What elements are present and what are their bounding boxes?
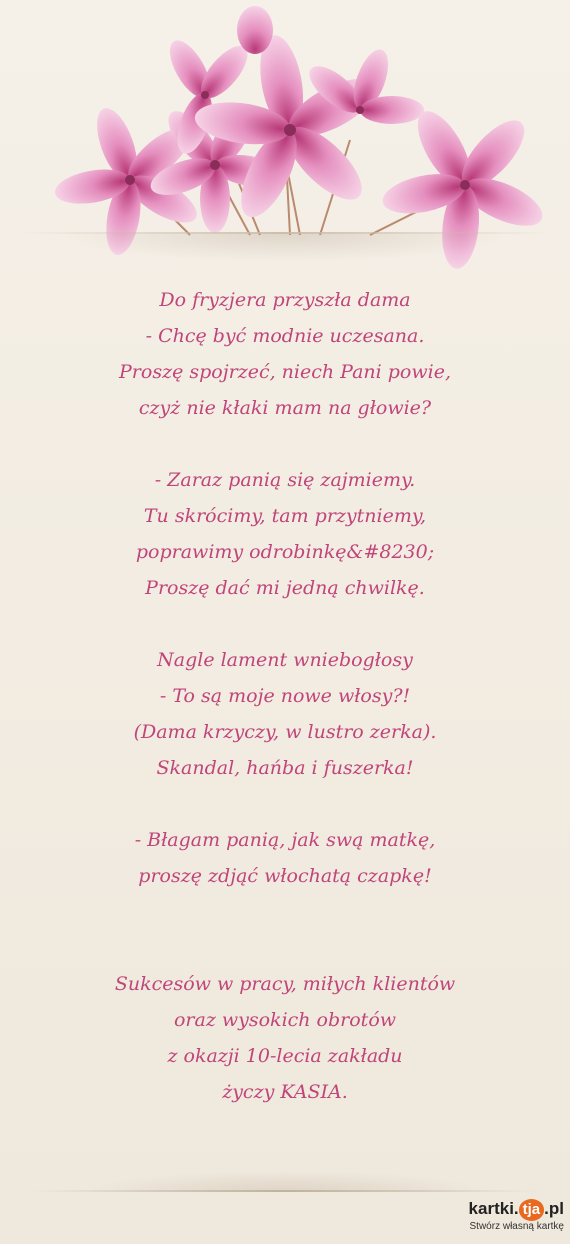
poem-line: poprawimy odrobinkę&#8230; [135, 541, 435, 563]
poem-line: proszę zdjąć włochatą czapkę! [138, 865, 432, 887]
wishes-line: z okazji 10-lecia zakładu [167, 1045, 403, 1067]
poem-line: - Chcę być modnie uczesana. [145, 325, 425, 347]
wishes-line: oraz wysokich obrotów [173, 1009, 397, 1031]
site-logo [454, 1198, 564, 1221]
wishes-line: życzy KASIA. [222, 1081, 348, 1103]
stanza-gap [0, 426, 570, 462]
stanza-gap [0, 894, 570, 966]
poem-line: Skandal, hańba i fuszerka! [156, 757, 414, 779]
logo-name-prefix: kartki. [468, 1199, 519, 1218]
logo-badge: tja [519, 1199, 545, 1221]
poem-line: Do fryzjera przyszła dama [159, 289, 411, 311]
poem-text [0, 282, 570, 1110]
logo-tagline: Stwórz własną kartkę [469, 1221, 564, 1232]
stanza-gap [0, 606, 570, 642]
poem-line: - Zaraz panią się zajmiemy. [154, 469, 416, 491]
stanza-gap [0, 786, 570, 822]
poem-line: - Błagam panią, jak swą matkę, [134, 829, 436, 851]
top-divider-shadow [60, 234, 510, 262]
poem-line: Tu skrócimy, tam przytniemy, [143, 505, 427, 527]
flowers-illustration [0, 0, 570, 270]
bottom-divider [30, 1190, 540, 1192]
flower-bud [237, 6, 273, 54]
logo-name-suffix: .pl [544, 1199, 564, 1218]
poem-line: (Dama krzyczy, w lustro zerka). [133, 721, 437, 743]
site-logo-link[interactable] [454, 1198, 564, 1236]
poem-line: Nagle lament wniebogłosy [157, 649, 413, 671]
bottom-divider-shadow [80, 1170, 490, 1192]
poem-line: czyż nie kłaki mam na głowie? [138, 397, 432, 419]
wishes-line: Sukcesów w pracy, miłych klientów [114, 973, 456, 995]
poem-line: Proszę spojrzeć, niech Pani powie, [119, 361, 451, 383]
poem-line: - To są moje nowe włosy?! [159, 685, 411, 707]
poem-line: Proszę dać mi jedną chwilkę. [145, 577, 425, 599]
